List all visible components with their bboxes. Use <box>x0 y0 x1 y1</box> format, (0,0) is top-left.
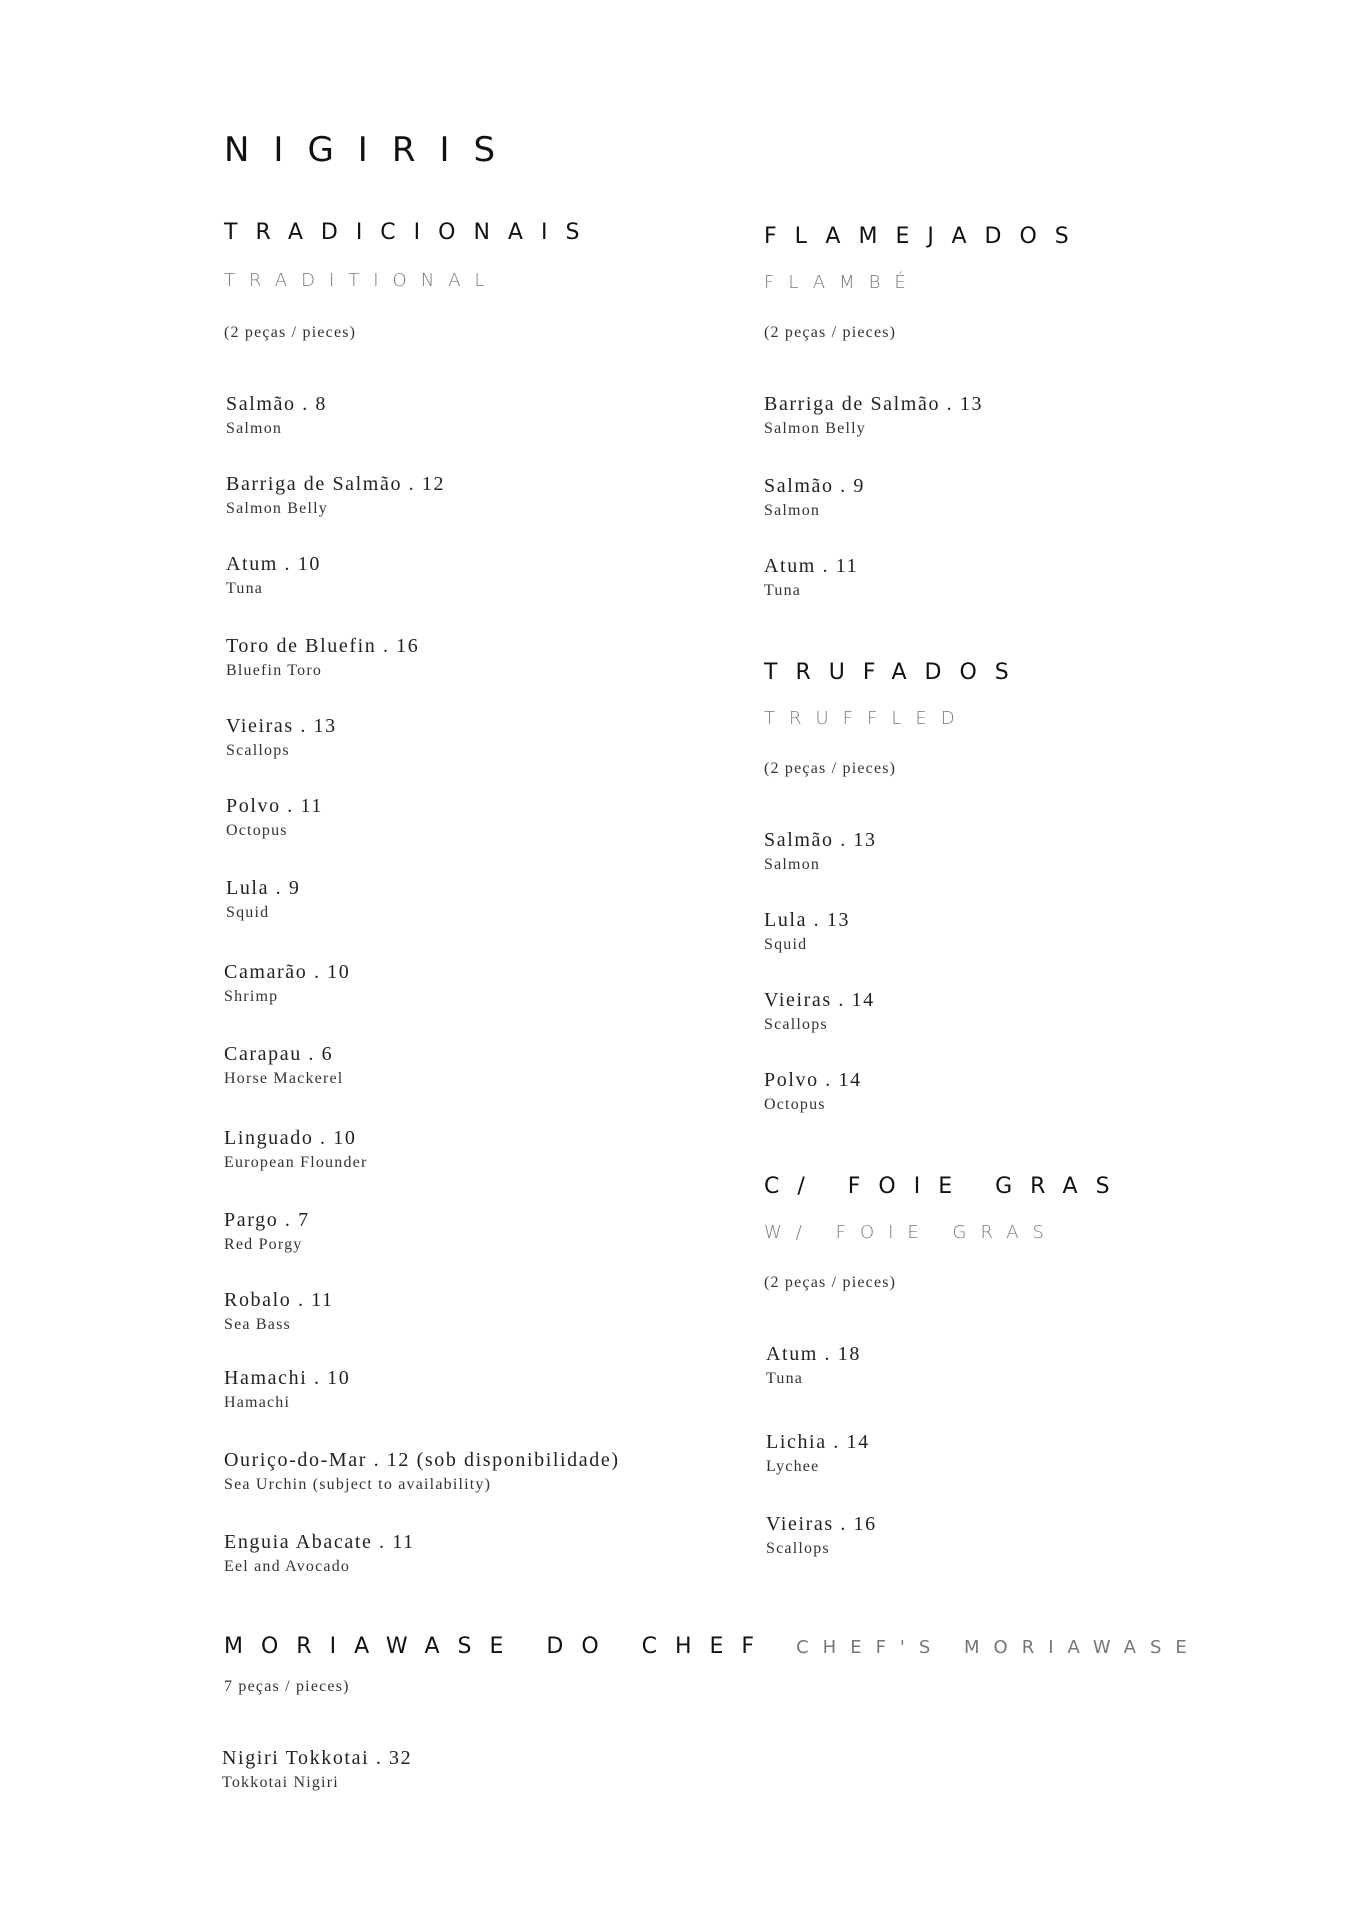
item-translation: Scallops <box>766 1540 830 1557</box>
item-translation: Horse Mackerel <box>224 1070 344 1087</box>
section-note: (2 peças / pieces) <box>764 324 897 341</box>
menu-item <box>224 1042 343 1090</box>
section-subtitle: TRADITIONAL <box>224 270 499 291</box>
menu-item <box>764 908 850 956</box>
section-note: 7 peças / pieces) <box>224 1678 350 1695</box>
section-subtitle: FLAMBÉ <box>764 272 920 293</box>
section-note: (2 peças / pieces) <box>764 760 897 777</box>
item-name: Atum . 10 <box>226 553 321 575</box>
menu-item <box>224 1126 367 1174</box>
item-translation: Eel and Avocado <box>224 1558 351 1575</box>
item-translation: Squid <box>226 904 270 921</box>
item-name: Lula . 13 <box>764 909 851 931</box>
menu-item <box>764 554 858 602</box>
menu-item <box>226 634 419 682</box>
section-title: TRUFADOS <box>764 660 1027 685</box>
menu-item <box>224 1448 620 1496</box>
menu-item <box>226 876 300 924</box>
item-name: Atum . 11 <box>764 555 859 577</box>
item-translation: Tuna <box>226 580 264 597</box>
item-name: Camarão . 10 <box>224 961 351 983</box>
section-subtitle: W/ FOIE GRAS <box>764 1222 1058 1243</box>
menu-item <box>764 1068 862 1116</box>
section-title: TRADICIONAIS <box>224 220 598 245</box>
item-name: Lula . 9 <box>226 877 301 899</box>
item-translation: Lychee <box>766 1458 820 1475</box>
section-subtitle: CHEF'S MORIAWASE <box>796 1637 1201 1658</box>
menu-item <box>764 392 983 440</box>
menu-item <box>226 714 337 762</box>
item-translation: Scallops <box>764 1016 828 1033</box>
menu-item <box>226 794 323 842</box>
item-translation: Shrimp <box>224 988 279 1005</box>
item-translation: Salmon <box>764 502 821 519</box>
menu-item <box>226 472 445 520</box>
item-name: Linguado . 10 <box>224 1127 357 1149</box>
item-name: Vieiras . 16 <box>766 1513 877 1535</box>
item-name: Salmão . 9 <box>764 475 865 497</box>
item-name: Enguia Abacate . 11 <box>224 1531 415 1553</box>
item-name: Carapau . 6 <box>224 1043 334 1065</box>
section-subtitle: TRUFFLED <box>764 708 969 729</box>
item-name: Pargo . 7 <box>224 1209 310 1231</box>
item-translation: Tokkotai Nigiri <box>222 1774 339 1791</box>
menu-item <box>766 1430 870 1478</box>
item-translation: Bluefin Toro <box>226 662 323 679</box>
item-name: Toro de Bluefin . 16 <box>226 635 420 657</box>
item-translation: Salmon <box>764 856 821 873</box>
item-translation: Scallops <box>226 742 290 759</box>
menu-item <box>766 1342 861 1390</box>
item-name: Lichia . 14 <box>766 1431 870 1453</box>
menu-item <box>764 474 865 522</box>
menu-item <box>224 960 350 1008</box>
item-name: Vieiras . 14 <box>764 989 875 1011</box>
item-name: Hamachi . 10 <box>224 1367 351 1389</box>
item-translation: Salmon <box>226 420 283 437</box>
section-moriawase-header <box>224 1634 1201 1659</box>
item-translation: Sea Urchin (subject to availability) <box>224 1476 492 1493</box>
item-translation: Squid <box>764 936 808 953</box>
item-name: Atum . 18 <box>766 1343 861 1365</box>
item-translation: Octopus <box>764 1096 826 1113</box>
item-translation: Octopus <box>226 822 288 839</box>
section-title: C/ FOIE GRAS <box>764 1174 1128 1199</box>
item-name: Ouriço-do-Mar . 12 (sob disponibilidade) <box>224 1449 620 1471</box>
section-note: (2 peças / pieces) <box>224 324 357 341</box>
item-name: Salmão . 13 <box>764 829 877 851</box>
menu-item <box>226 552 321 600</box>
menu-item <box>226 392 327 440</box>
item-translation: Red Porgy <box>224 1236 303 1253</box>
item-name: Robalo . 11 <box>224 1289 334 1311</box>
item-name: Barriga de Salmão . 13 <box>764 393 984 415</box>
item-name: Polvo . 14 <box>764 1069 862 1091</box>
item-translation: Tuna <box>766 1370 804 1387</box>
item-translation: Salmon Belly <box>226 500 328 517</box>
section-title: FLAMEJADOS <box>764 224 1087 249</box>
menu-item <box>224 1530 415 1578</box>
section-title: MORIAWASE DO CHEF <box>224 1634 773 1659</box>
item-name: Vieiras . 13 <box>226 715 337 737</box>
menu-item <box>764 828 877 876</box>
page-title: NIGIRIS <box>224 130 520 170</box>
item-translation: Sea Bass <box>224 1316 291 1333</box>
item-name: Nigiri Tokkotai . 32 <box>222 1747 413 1769</box>
menu-item <box>224 1366 350 1414</box>
item-translation: Tuna <box>764 582 802 599</box>
item-name: Polvo . 11 <box>226 795 323 817</box>
menu-item <box>766 1512 877 1560</box>
section-note: (2 peças / pieces) <box>764 1274 897 1291</box>
menu-item <box>764 988 875 1036</box>
menu-item <box>224 1288 334 1336</box>
menu-item <box>222 1746 412 1794</box>
item-translation: European Flounder <box>224 1154 368 1171</box>
item-name: Salmão . 8 <box>226 393 327 415</box>
menu-item <box>224 1208 310 1256</box>
item-translation: Hamachi <box>224 1394 291 1411</box>
item-translation: Salmon Belly <box>764 420 866 437</box>
item-name: Barriga de Salmão . 12 <box>226 473 446 495</box>
